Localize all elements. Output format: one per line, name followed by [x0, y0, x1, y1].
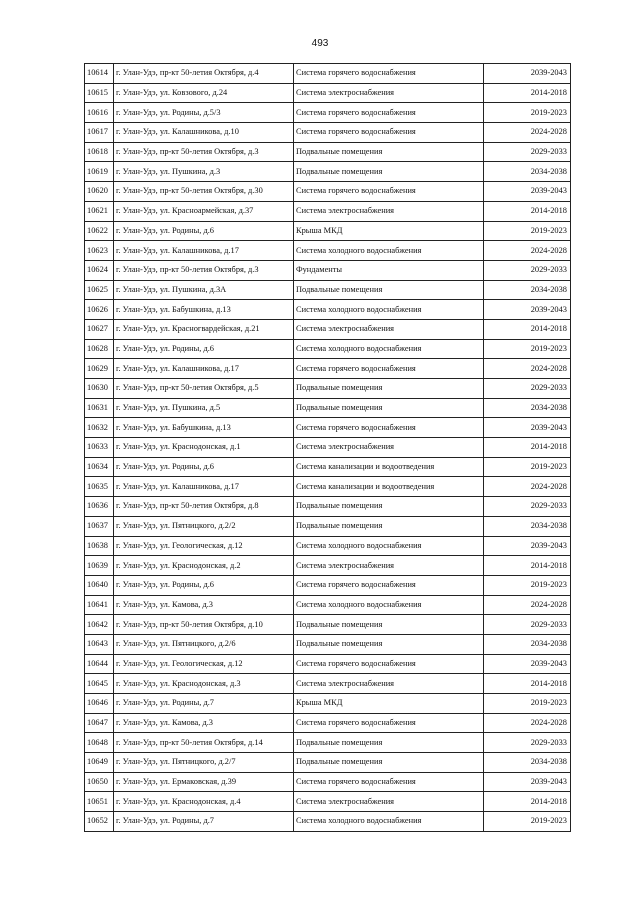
row-id-cell: 10633	[85, 438, 114, 458]
row-id-cell: 10650	[85, 772, 114, 792]
address-cell: г. Улан-Удэ, пр-кт 50-летия Октября, д.30	[114, 182, 294, 202]
table-row	[85, 733, 571, 753]
table-row	[85, 221, 571, 241]
system-cell: Подвальные помещения	[294, 634, 484, 654]
address-cell: г. Улан-Удэ, ул. Камова, д.3	[114, 595, 294, 615]
period-cell: 2024-2028	[484, 241, 571, 261]
address-cell: г. Улан-Удэ, ул. Ковзового, д.24	[114, 83, 294, 103]
system-cell: Система электроснабжения	[294, 556, 484, 576]
table-row	[85, 241, 571, 261]
period-cell: 2039-2043	[484, 536, 571, 556]
row-id-cell: 10645	[85, 674, 114, 694]
row-id-cell: 10637	[85, 516, 114, 536]
period-cell: 2024-2028	[484, 595, 571, 615]
period-cell: 2039-2043	[484, 182, 571, 202]
system-cell: Система холодного водоснабжения	[294, 595, 484, 615]
table-row	[85, 142, 571, 162]
table-row	[85, 123, 571, 143]
period-cell: 2039-2043	[484, 654, 571, 674]
table-row	[85, 477, 571, 497]
system-cell: Система горячего водоснабжения	[294, 418, 484, 438]
address-cell: г. Улан-Удэ, пр-кт 50-летия Октября, д.5	[114, 379, 294, 399]
address-cell: г. Улан-Удэ, пр-кт 50-летия Октября, д.3	[114, 260, 294, 280]
address-cell: г. Улан-Удэ, ул. Бабушкина, д.13	[114, 300, 294, 320]
system-cell: Система холодного водоснабжения	[294, 812, 484, 832]
period-cell: 2019-2023	[484, 221, 571, 241]
capital-repair-table	[84, 63, 571, 832]
table-row	[85, 359, 571, 379]
period-cell: 2029-2033	[484, 733, 571, 753]
system-cell: Система холодного водоснабжения	[294, 241, 484, 261]
table-row	[85, 497, 571, 517]
row-id-cell: 10628	[85, 339, 114, 359]
system-cell: Система горячего водоснабжения	[294, 182, 484, 202]
period-cell: 2034-2038	[484, 516, 571, 536]
system-cell: Крыша МКД	[294, 694, 484, 714]
period-cell: 2014-2018	[484, 792, 571, 812]
system-cell: Подвальные помещения	[294, 142, 484, 162]
table-row	[85, 201, 571, 221]
table-row	[85, 654, 571, 674]
row-id-cell: 10630	[85, 379, 114, 399]
period-cell: 2029-2033	[484, 260, 571, 280]
row-id-cell: 10652	[85, 812, 114, 832]
address-cell: г. Улан-Удэ, ул. Ермаковская, д.39	[114, 772, 294, 792]
system-cell: Система горячего водоснабжения	[294, 654, 484, 674]
system-cell: Подвальные помещения	[294, 280, 484, 300]
system-cell: Система холодного водоснабжения	[294, 300, 484, 320]
period-cell: 2034-2038	[484, 162, 571, 182]
system-cell: Система горячего водоснабжения	[294, 575, 484, 595]
row-id-cell: 10629	[85, 359, 114, 379]
system-cell: Система горячего водоснабжения	[294, 713, 484, 733]
table-row	[85, 772, 571, 792]
address-cell: г. Улан-Удэ, пр-кт 50-летия Октября, д.8	[114, 497, 294, 517]
table-row	[85, 753, 571, 773]
table-body	[85, 64, 571, 832]
address-cell: г. Улан-Удэ, ул. Геологическая, д.12	[114, 654, 294, 674]
row-id-cell: 10649	[85, 753, 114, 773]
row-id-cell: 10616	[85, 103, 114, 123]
system-cell: Система горячего водоснабжения	[294, 123, 484, 143]
address-cell: г. Улан-Удэ, ул. Краснодонская, д.2	[114, 556, 294, 576]
address-cell: г. Улан-Удэ, ул. Родины, д.6	[114, 339, 294, 359]
table-row	[85, 713, 571, 733]
system-cell: Система электроснабжения	[294, 319, 484, 339]
period-cell: 2034-2038	[484, 634, 571, 654]
system-cell: Подвальные помещения	[294, 497, 484, 517]
address-cell: г. Улан-Удэ, ул. Краснодонская, д.4	[114, 792, 294, 812]
address-cell: г. Улан-Удэ, ул. Пушкина, д.3А	[114, 280, 294, 300]
system-cell: Система холодного водоснабжения	[294, 536, 484, 556]
table-row	[85, 536, 571, 556]
address-cell: г. Улан-Удэ, ул. Калашникова, д.17	[114, 477, 294, 497]
table-row	[85, 83, 571, 103]
period-cell: 2019-2023	[484, 457, 571, 477]
address-cell: г. Улан-Удэ, ул. Красногвардейская, д.21	[114, 319, 294, 339]
period-cell: 2024-2028	[484, 123, 571, 143]
address-cell: г. Улан-Удэ, ул. Родины, д.6	[114, 221, 294, 241]
row-id-cell: 10615	[85, 83, 114, 103]
row-id-cell: 10643	[85, 634, 114, 654]
system-cell: Система электроснабжения	[294, 792, 484, 812]
row-id-cell: 10622	[85, 221, 114, 241]
period-cell: 2014-2018	[484, 438, 571, 458]
row-id-cell: 10631	[85, 398, 114, 418]
table-row	[85, 162, 571, 182]
row-id-cell: 10614	[85, 64, 114, 84]
table-row	[85, 556, 571, 576]
row-id-cell: 10619	[85, 162, 114, 182]
address-cell: г. Улан-Удэ, ул. Родины, д.7	[114, 694, 294, 714]
system-cell: Подвальные помещения	[294, 733, 484, 753]
row-id-cell: 10627	[85, 319, 114, 339]
period-cell: 2034-2038	[484, 398, 571, 418]
period-cell: 2034-2038	[484, 280, 571, 300]
table-row	[85, 792, 571, 812]
address-cell: г. Улан-Удэ, ул. Пушкина, д.5	[114, 398, 294, 418]
row-id-cell: 10647	[85, 713, 114, 733]
address-cell: г. Улан-Удэ, ул. Родины, д.6	[114, 575, 294, 595]
table-row	[85, 300, 571, 320]
address-cell: г. Улан-Удэ, ул. Калашникова, д.17	[114, 241, 294, 261]
period-cell: 2029-2033	[484, 142, 571, 162]
row-id-cell: 10618	[85, 142, 114, 162]
table-row	[85, 398, 571, 418]
address-cell: г. Улан-Удэ, ул. Пушкина, д.3	[114, 162, 294, 182]
row-id-cell: 10644	[85, 654, 114, 674]
table-row	[85, 319, 571, 339]
address-cell: г. Улан-Удэ, ул. Краснодонская, д.3	[114, 674, 294, 694]
system-cell: Система канализации и водоотведения	[294, 457, 484, 477]
table-row	[85, 634, 571, 654]
period-cell: 2024-2028	[484, 359, 571, 379]
system-cell: Система горячего водоснабжения	[294, 359, 484, 379]
period-cell: 2029-2033	[484, 497, 571, 517]
table-row	[85, 575, 571, 595]
system-cell: Система канализации и водоотведения	[294, 477, 484, 497]
system-cell: Подвальные помещения	[294, 379, 484, 399]
table-row	[85, 615, 571, 635]
system-cell: Система электроснабжения	[294, 438, 484, 458]
address-cell: г. Улан-Удэ, ул. Родины, д.6	[114, 457, 294, 477]
row-id-cell: 10620	[85, 182, 114, 202]
table-row	[85, 595, 571, 615]
system-cell: Подвальные помещения	[294, 398, 484, 418]
row-id-cell: 10636	[85, 497, 114, 517]
row-id-cell: 10632	[85, 418, 114, 438]
period-cell: 2039-2043	[484, 772, 571, 792]
page-number: 493	[311, 38, 329, 49]
period-cell: 2014-2018	[484, 319, 571, 339]
address-cell: г. Улан-Удэ, пр-кт 50-летия Октября, д.3	[114, 142, 294, 162]
table-row	[85, 438, 571, 458]
row-id-cell: 10617	[85, 123, 114, 143]
row-id-cell: 10624	[85, 260, 114, 280]
table-row	[85, 812, 571, 832]
address-cell: г. Улан-Удэ, пр-кт 50-летия Октября, д.14	[114, 733, 294, 753]
table-row	[85, 64, 571, 84]
row-id-cell: 10639	[85, 556, 114, 576]
system-cell: Подвальные помещения	[294, 516, 484, 536]
address-cell: г. Улан-Удэ, ул. Геологическая, д.12	[114, 536, 294, 556]
system-cell: Фундаменты	[294, 260, 484, 280]
address-cell: г. Улан-Удэ, ул. Пятницкого, д.2/6	[114, 634, 294, 654]
row-id-cell: 10642	[85, 615, 114, 635]
row-id-cell: 10621	[85, 201, 114, 221]
row-id-cell: 10641	[85, 595, 114, 615]
system-cell: Система горячего водоснабжения	[294, 772, 484, 792]
table-row	[85, 339, 571, 359]
period-cell: 2019-2023	[484, 694, 571, 714]
address-cell: г. Улан-Удэ, ул. Камова, д.3	[114, 713, 294, 733]
system-cell: Подвальные помещения	[294, 615, 484, 635]
row-id-cell: 10651	[85, 792, 114, 812]
address-cell: г. Улан-Удэ, ул. Калашникова, д.17	[114, 359, 294, 379]
address-cell: г. Улан-Удэ, ул. Калашникова, д.10	[114, 123, 294, 143]
address-cell: г. Улан-Удэ, ул. Родины, д.7	[114, 812, 294, 832]
row-id-cell: 10634	[85, 457, 114, 477]
system-cell: Крыша МКД	[294, 221, 484, 241]
system-cell: Система электроснабжения	[294, 674, 484, 694]
table-row	[85, 694, 571, 714]
address-cell: г. Улан-Удэ, ул. Пятницкого, д.2/2	[114, 516, 294, 536]
address-cell: г. Улан-Удэ, ул. Родины, д.5/3	[114, 103, 294, 123]
table-row	[85, 280, 571, 300]
address-cell: г. Улан-Удэ, пр-кт 50-летия Октября, д.10	[114, 615, 294, 635]
table-row	[85, 457, 571, 477]
period-cell: 2029-2033	[484, 615, 571, 635]
period-cell: 2034-2038	[484, 753, 571, 773]
address-cell: г. Улан-Удэ, ул. Красноармейская, д.37	[114, 201, 294, 221]
address-cell: г. Улан-Удэ, ул. Краснодонская, д.1	[114, 438, 294, 458]
system-cell: Подвальные помещения	[294, 162, 484, 182]
system-cell: Система холодного водоснабжения	[294, 339, 484, 359]
period-cell: 2019-2023	[484, 339, 571, 359]
row-id-cell: 10635	[85, 477, 114, 497]
period-cell: 2039-2043	[484, 418, 571, 438]
period-cell: 2014-2018	[484, 674, 571, 694]
period-cell: 2014-2018	[484, 201, 571, 221]
period-cell: 2019-2023	[484, 575, 571, 595]
row-id-cell: 10623	[85, 241, 114, 261]
system-cell: Система электроснабжения	[294, 201, 484, 221]
table-row	[85, 674, 571, 694]
row-id-cell: 10638	[85, 536, 114, 556]
row-id-cell: 10648	[85, 733, 114, 753]
system-cell: Система электроснабжения	[294, 83, 484, 103]
address-cell: г. Улан-Удэ, пр-кт 50-летия Октября, д.4	[114, 64, 294, 84]
table-row	[85, 103, 571, 123]
table-row	[85, 182, 571, 202]
system-cell: Система горячего водоснабжения	[294, 64, 484, 84]
period-cell: 2014-2018	[484, 556, 571, 576]
row-id-cell: 10625	[85, 280, 114, 300]
period-cell: 2039-2043	[484, 64, 571, 84]
address-cell: г. Улан-Удэ, ул. Пятницкого, д.2/7	[114, 753, 294, 773]
period-cell: 2039-2043	[484, 300, 571, 320]
period-cell: 2019-2023	[484, 103, 571, 123]
address-cell: г. Улан-Удэ, ул. Бабушкина, д.13	[114, 418, 294, 438]
row-id-cell: 10646	[85, 694, 114, 714]
period-cell: 2024-2028	[484, 713, 571, 733]
period-cell: 2029-2033	[484, 379, 571, 399]
row-id-cell: 10626	[85, 300, 114, 320]
period-cell: 2019-2023	[484, 812, 571, 832]
row-id-cell: 10640	[85, 575, 114, 595]
period-cell: 2024-2028	[484, 477, 571, 497]
table-row	[85, 516, 571, 536]
period-cell: 2014-2018	[484, 83, 571, 103]
table-row	[85, 379, 571, 399]
system-cell: Подвальные помещения	[294, 753, 484, 773]
system-cell: Система горячего водоснабжения	[294, 103, 484, 123]
table-row	[85, 418, 571, 438]
table-row	[85, 260, 571, 280]
